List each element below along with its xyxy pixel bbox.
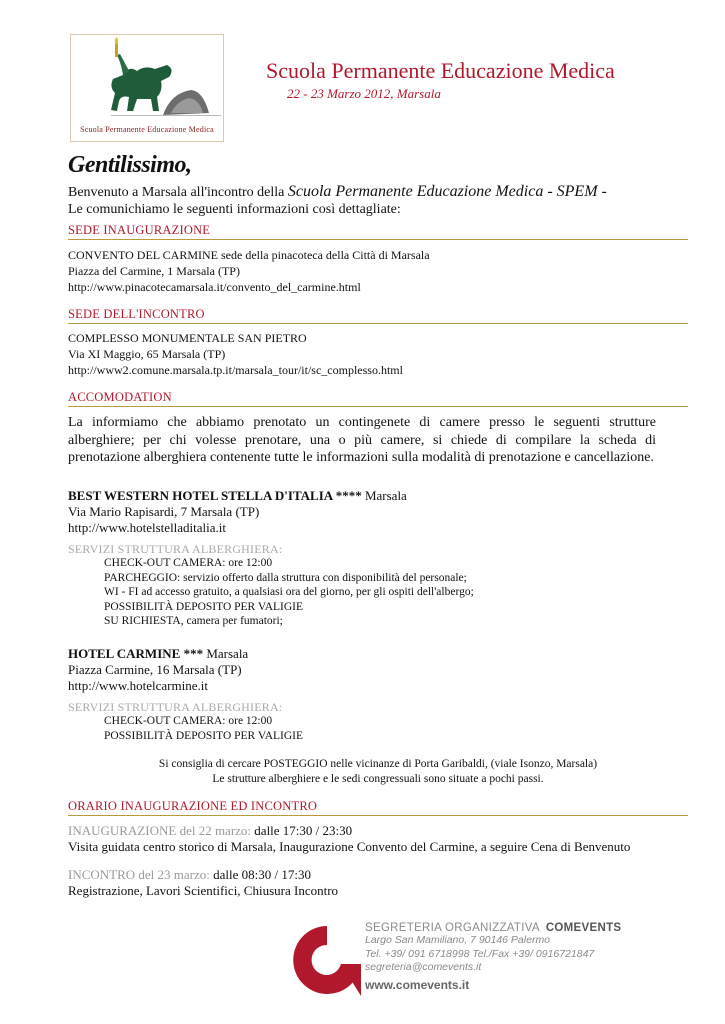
list-item: WI - FI ad accesso gratuito, a qualsiasi ora del giorno, per gli ospiti dell'albergo; [104, 586, 474, 598]
event-date: 22 - 23 Marzo 2012, Marsala [287, 86, 441, 101]
hotel-1-city: Marsala [364, 488, 407, 503]
footer-brand: COMEVENTS [545, 922, 622, 934]
intro-text [68, 183, 607, 218]
intro-line-2: Le comunichiamo le seguenti informazioni così dettagliate: [68, 202, 401, 217]
footer-brand-line [365, 922, 621, 934]
section-heading-orario: ORARIO INAUGURAZIONE ED INCONTRO [68, 799, 688, 816]
incontro-time: dalle 08:30 / 17:30 [213, 867, 311, 882]
hotel-1-services-heading: SERVIZI STRUTTURA ALBERGHIERA: [68, 542, 283, 556]
hotel-2-services-heading: SERVIZI STRUTTURA ALBERGHIERA: [68, 700, 283, 714]
spem-name: Scuola Permanente Educazione Medica - SPEM - [287, 183, 607, 200]
footer-website[interactable]: www.comevents.it [365, 977, 470, 992]
accomodation-paragraph: La informiamo che abbiamo prenotato un contingenete di camere presso le seguenti strutture alberghiere; per chi volesse prenotare, una o più camere, si chiede di compilare la scheda di prenotazione alberghiera contenente tutte le informazioni sulla modalità di prenotazione e cancellazione. [68, 415, 656, 465]
inaugurazione-schedule [68, 823, 630, 855]
parking-note-line-2: Le strutture alberghiere e le sedi congressuali sono situate a pochi passi. [212, 773, 544, 785]
hotel-1-title [68, 488, 407, 504]
footer-contact [365, 922, 621, 992]
hotel-2-title [68, 646, 248, 662]
venue-address: Via XI Maggio, 65 Marsala (TP) [68, 347, 226, 361]
logo-caption: Scuola Permanente Educazione Medica [80, 125, 214, 134]
hotel-2-name: HOTEL CARMINE *** [68, 646, 204, 661]
footer-label: SEGRETERIA ORGANIZZATIVA [365, 922, 540, 934]
hotel-1-services [104, 556, 474, 629]
venue-link[interactable]: http://www2.comune.marsala.tp.it/marsala_tour/it/sc_complesso.html [68, 363, 403, 377]
incontro-schedule [68, 867, 338, 899]
section-heading-sede-inaugurazione: SEDE INAUGURAZIONE [68, 223, 688, 240]
hotel-1-address: Via Mario Rapisardi, 7 Marsala (TP) [68, 504, 260, 519]
list-item: SU RICHIESTA, camera per fumatori; [104, 615, 283, 627]
intro-line-1: Benvenuto a Marsala all'incontro della Scuola Permanente Educazione Medica - SPEM - [68, 183, 607, 200]
parking-note-line-1: Si consiglia di cercare POSTEGGIO nelle vicinanze di Porta Garibaldi, (viale Isonzo, Marsala) [158, 758, 598, 770]
page-title: Scuola Permanente Educazione Medica [266, 58, 615, 83]
venue-name: COMPLESSO MONUMENTALE SAN PIETRO [68, 331, 307, 345]
hotel-2-block [68, 646, 248, 694]
hotel-1-block [68, 488, 407, 536]
section-heading-accomodation: ACCOMODATION [68, 390, 688, 407]
hotel-2-services [104, 714, 303, 743]
incontro-description: Registrazione, Lavori Scientifici, Chiusura Incontro [68, 883, 339, 898]
monument-illustration-icon [71, 35, 223, 125]
inaugurazione-description: Visita guidata centro storico di Marsala, Inaugurazione Convento del Carmine, a seguire Cena di Benvenuto [68, 839, 631, 854]
list-item: POSSIBILITÀ DEPOSITO PER VALIGIE [104, 600, 304, 613]
list-item: CHECK-OUT CAMERA: ore 12:00 [104, 557, 273, 569]
parking-note [68, 757, 688, 787]
sede-inaugurazione-block [68, 247, 430, 295]
spem-logo [70, 34, 224, 142]
inaugurazione-time: dalle 17:30 / 23:30 [254, 823, 353, 838]
footer-address: Largo San Mamiliano, 7 90146 Palermo [365, 934, 551, 946]
inaugurazione-label: INAUGURAZIONE del 22 marzo: [68, 823, 252, 838]
hotel-2-link[interactable]: http://www.hotelcarmine.it [68, 678, 208, 693]
list-item: POSSIBILITÀ DEPOSITO PER VALIGIE [104, 729, 304, 742]
list-item: CHECK-OUT CAMERA: ore 12:00 [104, 715, 273, 727]
hotel-2-city: Marsala [206, 646, 249, 661]
footer-email[interactable]: segreteria@comevents.it [365, 961, 482, 973]
sede-incontro-block [68, 330, 403, 378]
list-item: PARCHEGGIO: servizio offerto dalla struttura con disponibilità del personale; [104, 571, 467, 584]
comevents-logo-icon [291, 924, 363, 998]
hotel-2-address: Piazza Carmine, 16 Marsala (TP) [68, 662, 242, 677]
hotel-1-name: BEST WESTERN HOTEL STELLA D'ITALIA **** [68, 488, 362, 503]
venue-address: Piazza del Carmine, 1 Marsala (TP) [68, 264, 240, 278]
section-heading-sede-incontro: SEDE DELL'INCONTRO [68, 307, 688, 324]
incontro-label: INCONTRO del 23 marzo: [68, 867, 210, 882]
venue-name: CONVENTO DEL CARMINE sede della pinacoteca della Città di Marsala [68, 248, 430, 262]
hotel-1-link[interactable]: http://www.hotelstelladitalia.it [68, 520, 227, 535]
footer-phone: Tel. +39/ 091 6718998 Tel./Fax +39/ 0916721847 [365, 947, 595, 960]
incontro-time-line [68, 867, 338, 883]
inaugurazione-time-line [68, 823, 630, 839]
greeting: Gentilissimo, [68, 152, 192, 178]
venue-link[interactable]: http://www.pinacotecamarsala.it/convento_del_carmine.html [68, 280, 361, 294]
